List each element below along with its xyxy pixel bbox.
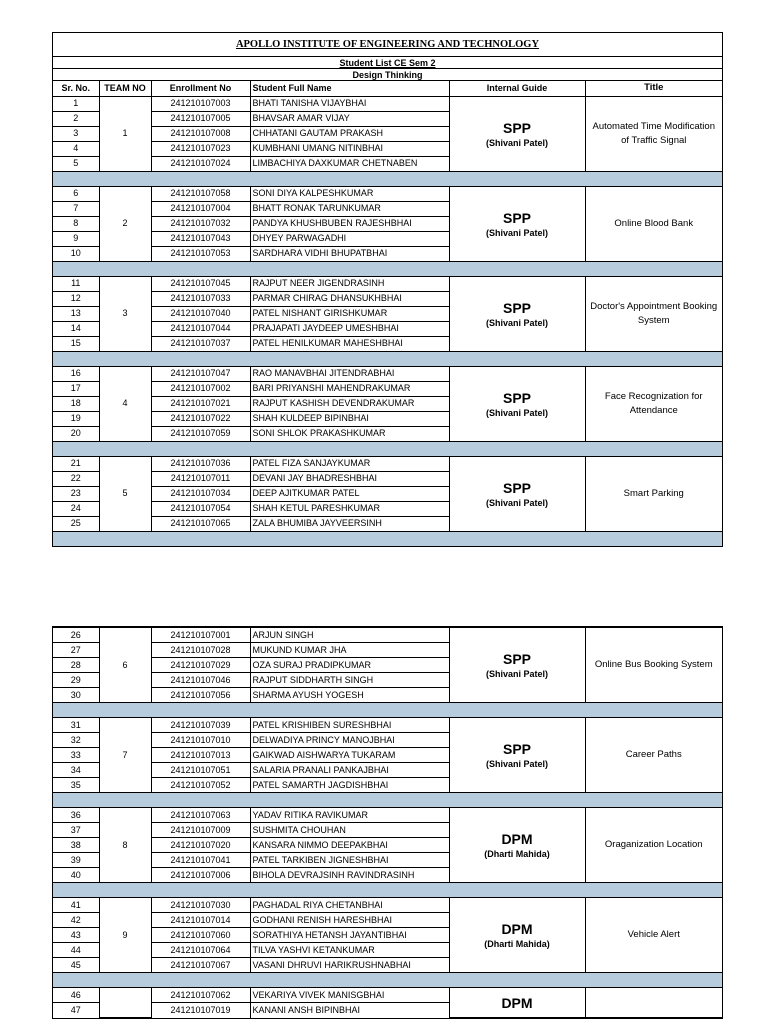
student-name-cell: PATEL SAMARTH JAGDISHBHAI (250, 778, 449, 793)
student-name-cell: DEEP AJITKUMAR PATEL (250, 486, 449, 501)
enrollment-cell: 241210107024 (151, 156, 250, 171)
sr-no-cell: 1 (53, 96, 99, 111)
team-no-cell: 4 (99, 366, 151, 441)
sr-no-cell: 31 (53, 718, 99, 733)
sr-no-cell: 3 (53, 126, 99, 141)
team-no-cell: 9 (99, 898, 151, 973)
team-separator-row (53, 973, 722, 988)
table-row (53, 276, 722, 291)
enrollment-cell: 241210107004 (151, 201, 250, 216)
student-name-cell: SHARMA AYUSH YOGESH (250, 688, 449, 703)
enrollment-cell: 241210107019 (151, 1003, 250, 1018)
enrollment-cell: 241210107030 (151, 898, 250, 913)
enrollment-cell: 241210107013 (151, 748, 250, 763)
enrollment-cell: 241210107045 (151, 276, 250, 291)
sr-no-cell: 35 (53, 778, 99, 793)
student-name-cell: SUSHMITA CHOUHAN (250, 823, 449, 838)
student-table-1 (53, 81, 722, 546)
sr-no-cell: 42 (53, 913, 99, 928)
student-name-cell: SARDHARA VIDHI BHUPATBHAI (250, 246, 449, 261)
team-no-cell: 5 (99, 456, 151, 531)
student-name-cell: TILVA YASHVI KETANKUMAR (250, 943, 449, 958)
separator-cell (53, 441, 722, 456)
separator-cell (53, 973, 722, 988)
sr-no-cell: 26 (53, 628, 99, 643)
enrollment-cell: 241210107054 (151, 501, 250, 516)
student-name-cell: DHYEY PARWAGADHI (250, 231, 449, 246)
internal-guide-cell (449, 366, 585, 441)
project-title-cell: Automated Time Modification of Traffic Signal (585, 96, 722, 171)
separator-cell (53, 261, 722, 276)
enrollment-cell: 241210107003 (151, 96, 250, 111)
enrollment-cell: 241210107044 (151, 321, 250, 336)
student-name-cell: LIMBACHIYA DAXKUMAR CHETNABEN (250, 156, 449, 171)
team-separator-row (53, 171, 722, 186)
internal-guide-cell (449, 456, 585, 531)
separator-cell (53, 171, 722, 186)
student-name-cell: SHAH KULDEEP BIPINBHAI (250, 411, 449, 426)
separator-cell (53, 351, 722, 366)
student-name-cell: DELWADIYA PRINCY MANOJBHAI (250, 733, 449, 748)
guide-code: SPP (502, 389, 531, 406)
student-name-cell: SHAH KETUL PARESHKUMAR (250, 501, 449, 516)
sr-no-cell: 29 (53, 673, 99, 688)
enrollment-cell: 241210107056 (151, 688, 250, 703)
sr-no-cell: 40 (53, 868, 99, 883)
guide-code: SPP (502, 119, 531, 136)
student-name-cell: BARI PRIYANSHI MAHENDRAKUMAR (250, 381, 449, 396)
institute-title: APOLLO INSTITUTE OF ENGINEERING AND TECHNOLOGY (53, 33, 722, 57)
enrollment-cell: 241210107040 (151, 306, 250, 321)
project-title-cell: Smart Parking (585, 456, 722, 531)
sr-no-cell: 9 (53, 231, 99, 246)
enrollment-cell: 241210107047 (151, 366, 250, 381)
sr-no-cell: 24 (53, 501, 99, 516)
internal-guide-cell (449, 898, 585, 973)
enrollment-cell: 241210107063 (151, 808, 250, 823)
enrollment-cell: 241210107029 (151, 658, 250, 673)
enrollment-cell: 241210107006 (151, 868, 250, 883)
team-separator-row (53, 531, 722, 546)
enrollment-cell: 241210107043 (151, 231, 250, 246)
student-name-cell: KANSARA NIMMO DEEPAKBHAI (250, 838, 449, 853)
enrollment-cell: 241210107010 (151, 733, 250, 748)
student-name-cell: PARMAR CHIRAG DHANSUKHBHAI (250, 291, 449, 306)
col-sr-no: Sr. No. (53, 81, 99, 96)
team-separator-row (53, 261, 722, 276)
sr-no-cell: 22 (53, 471, 99, 486)
enrollment-cell: 241210107041 (151, 853, 250, 868)
guide-name: (Shivani Patel) (485, 137, 548, 148)
table-body-2 (53, 628, 722, 1018)
student-name-cell: PATEL HENILKUMAR MAHESHBHAI (250, 336, 449, 351)
student-name-cell: BHATI TANISHA VIJAYBHAI (250, 96, 449, 111)
guide-name: (Shivani Patel) (485, 407, 548, 418)
sr-no-cell: 2 (53, 111, 99, 126)
sr-no-cell: 7 (53, 201, 99, 216)
sr-no-cell: 46 (53, 988, 99, 1003)
sr-no-cell: 25 (53, 516, 99, 531)
sr-no-cell: 11 (53, 276, 99, 291)
team-no-cell: 6 (99, 628, 151, 703)
student-name-cell: PRAJAPATI JAYDEEP UMESHBHAI (250, 321, 449, 336)
student-name-cell: RAJPUT SIDDHARTH SINGH (250, 673, 449, 688)
student-name-cell: VEKARIYA VIVEK MANISGBHAI (250, 988, 449, 1003)
student-name-cell: RAJPUT NEER JIGENDRASINH (250, 276, 449, 291)
sr-no-cell: 34 (53, 763, 99, 778)
enrollment-cell: 241210107002 (151, 381, 250, 396)
student-name-cell: OZA SURAJ PRADIPKUMAR (250, 658, 449, 673)
col-enrollment: Enrollment No (151, 81, 250, 96)
enrollment-cell: 241210107058 (151, 186, 250, 201)
internal-guide-cell (449, 808, 585, 883)
sr-no-cell: 47 (53, 1003, 99, 1018)
sr-no-cell: 21 (53, 456, 99, 471)
guide-code: SPP (502, 209, 531, 226)
team-separator-row (53, 793, 722, 808)
enrollment-cell: 241210107053 (151, 246, 250, 261)
guide-code: SPP (502, 299, 531, 316)
project-title-cell: Career Paths (585, 718, 722, 793)
team-no-cell: 1 (99, 96, 151, 171)
internal-guide-cell (449, 276, 585, 351)
sr-no-cell: 45 (53, 958, 99, 973)
guide-name: (Shivani Patel) (485, 497, 548, 508)
student-name-cell: GAIKWAD AISHWARYA TUKARAM (250, 748, 449, 763)
table-body-1 (53, 96, 722, 546)
enrollment-cell: 241210107022 (151, 411, 250, 426)
student-name-cell: PATEL NISHANT GIRISHKUMAR (250, 306, 449, 321)
enrollment-cell: 241210107036 (151, 456, 250, 471)
sr-no-cell: 41 (53, 898, 99, 913)
enrollment-cell: 241210107023 (151, 141, 250, 156)
sr-no-cell: 6 (53, 186, 99, 201)
sr-no-cell: 38 (53, 838, 99, 853)
enrollment-cell: 241210107037 (151, 336, 250, 351)
project-title-cell: Oraganization Location (585, 808, 722, 883)
enrollment-cell: 241210107059 (151, 426, 250, 441)
sr-no-cell: 37 (53, 823, 99, 838)
project-title-cell: Online Blood Bank (585, 186, 722, 261)
student-name-cell: VASANI DHRUVI HARIKRUSHNABHAI (250, 958, 449, 973)
sr-no-cell: 39 (53, 853, 99, 868)
guide-code: DPM (501, 831, 533, 847)
enrollment-cell: 241210107064 (151, 943, 250, 958)
enrollment-cell: 241210107020 (151, 838, 250, 853)
student-name-cell: SORATHIYA HETANSH JAYANTIBHAI (250, 928, 449, 943)
table-row (53, 808, 722, 823)
enrollment-cell: 241210107065 (151, 516, 250, 531)
project-title-cell (585, 988, 722, 1018)
guide-name: (Dharti Mahida) (484, 849, 550, 859)
col-team-no: TEAM NO (99, 81, 151, 96)
guide-code: SPP (502, 741, 531, 757)
student-name-cell: SONI DIYA KALPESHKUMAR (250, 186, 449, 201)
enrollment-cell: 241210107032 (151, 216, 250, 231)
enrollment-cell: 241210107067 (151, 958, 250, 973)
sr-no-cell: 33 (53, 748, 99, 763)
project-title-cell: Doctor's Appointment Booking System (585, 276, 722, 351)
team-no-cell: 3 (99, 276, 151, 351)
student-name-cell: KUMBHANI UMANG NITINBHAI (250, 141, 449, 156)
team-separator-row (53, 351, 722, 366)
sr-no-cell: 20 (53, 426, 99, 441)
table-row (53, 628, 722, 643)
sr-no-cell: 8 (53, 216, 99, 231)
sr-no-cell: 36 (53, 808, 99, 823)
team-no-cell: 8 (99, 808, 151, 883)
enrollment-cell: 241210107001 (151, 628, 250, 643)
sr-no-cell: 10 (53, 246, 99, 261)
table-row (53, 988, 722, 1003)
enrollment-cell: 241210107062 (151, 988, 250, 1003)
student-name-cell: ZALA BHUMIBA JAYVEERSINH (250, 516, 449, 531)
guide-name: (Shivani Patel) (485, 669, 548, 679)
table-block-2 (52, 626, 723, 1019)
student-name-cell: RAO MANAVBHAI JITENDRABHAI (250, 366, 449, 381)
enrollment-cell: 241210107008 (151, 126, 250, 141)
sr-no-cell: 12 (53, 291, 99, 306)
sr-no-cell: 13 (53, 306, 99, 321)
enrollment-cell: 241210107011 (151, 471, 250, 486)
guide-name: (Shivani Patel) (485, 227, 548, 238)
guide-code: DPM (501, 994, 533, 1011)
sr-no-cell: 18 (53, 396, 99, 411)
subject-title: Design Thinking (53, 69, 722, 81)
team-separator-row (53, 883, 722, 898)
enrollment-cell: 241210107060 (151, 928, 250, 943)
sr-no-cell: 14 (53, 321, 99, 336)
table-block-1 (52, 32, 723, 547)
table-row (53, 186, 722, 201)
table-row (53, 96, 722, 111)
student-name-cell: MUKUND KUMAR JHA (250, 643, 449, 658)
table-row (53, 898, 722, 913)
sr-no-cell: 27 (53, 643, 99, 658)
enrollment-cell: 241210107014 (151, 913, 250, 928)
student-name-cell: BHATT RONAK TARUNKUMAR (250, 201, 449, 216)
internal-guide-cell (449, 628, 585, 703)
sr-no-cell: 23 (53, 486, 99, 501)
enrollment-cell: 241210107028 (151, 643, 250, 658)
internal-guide-cell (449, 718, 585, 793)
sr-no-cell: 43 (53, 928, 99, 943)
student-name-cell: GODHANI RENISH HARESHBHAI (250, 913, 449, 928)
student-table-2 (53, 627, 722, 1018)
table-row (53, 366, 722, 381)
student-name-cell: SALARIA PRANALI PANKAJBHAI (250, 763, 449, 778)
sr-no-cell: 28 (53, 658, 99, 673)
sr-no-cell: 17 (53, 381, 99, 396)
team-no-cell (99, 988, 151, 1018)
student-name-cell: PATEL FIZA SANJAYKUMAR (250, 456, 449, 471)
separator-cell (53, 883, 722, 898)
student-name-cell: RAJPUT KASHISH DEVENDRAKUMAR (250, 396, 449, 411)
sr-no-cell: 15 (53, 336, 99, 351)
sr-no-cell: 19 (53, 411, 99, 426)
sr-no-cell: 32 (53, 733, 99, 748)
student-name-cell: PATEL TARKIBEN JIGNESHBHAI (250, 853, 449, 868)
separator-cell (53, 793, 722, 808)
sr-no-cell: 5 (53, 156, 99, 171)
enrollment-cell: 241210107051 (151, 763, 250, 778)
col-internal-guide: Internal Guide (449, 81, 585, 96)
guide-code: SPP (502, 651, 531, 667)
enrollment-cell: 241210107009 (151, 823, 250, 838)
team-no-cell: 7 (99, 718, 151, 793)
student-name-cell: SONI SHLOK PRAKASHKUMAR (250, 426, 449, 441)
table-row (53, 456, 722, 471)
guide-code: SPP (502, 479, 531, 496)
enrollment-cell: 241210107021 (151, 396, 250, 411)
project-title-cell: Online Bus Booking System (585, 628, 722, 703)
enrollment-cell: 241210107046 (151, 673, 250, 688)
student-name-cell: DEVANI JAY BHADRESHBHAI (250, 471, 449, 486)
guide-code: DPM (501, 921, 533, 937)
separator-cell (53, 531, 722, 546)
internal-guide-cell (449, 988, 585, 1018)
student-name-cell: ARJUN SINGH (250, 628, 449, 643)
col-title: Title (585, 81, 722, 96)
sr-no-cell: 16 (53, 366, 99, 381)
separator-cell (53, 703, 722, 718)
team-separator-row (53, 441, 722, 456)
student-name-cell: KANANI ANSH BIPINBHAI (250, 1003, 449, 1018)
column-header-row (53, 81, 722, 96)
project-title-cell: Vehicle Alert (585, 898, 722, 973)
student-name-cell: PATEL KRISHIBEN SURESHBHAI (250, 718, 449, 733)
student-name-cell: PAGHADAL RIYA CHETANBHAI (250, 898, 449, 913)
enrollment-cell: 241210107005 (151, 111, 250, 126)
student-name-cell: BIHOLA DEVRAJSINH RAVINDRASINH (250, 868, 449, 883)
project-title-cell: Face Recognization for Attendance (585, 366, 722, 441)
col-student-name: Student Full Name (250, 81, 449, 96)
list-title: Student List CE Sem 2 (53, 57, 722, 69)
table-row (53, 718, 722, 733)
internal-guide-cell (449, 186, 585, 261)
student-name-cell: YADAV RITIKA RAVIKUMAR (250, 808, 449, 823)
sr-no-cell: 30 (53, 688, 99, 703)
student-name-cell: PANDYA KHUSHBUBEN RAJESHBHAI (250, 216, 449, 231)
enrollment-cell: 241210107039 (151, 718, 250, 733)
team-separator-row (53, 703, 722, 718)
sr-no-cell: 44 (53, 943, 99, 958)
student-name-cell: BHAVSAR AMAR VIJAY (250, 111, 449, 126)
sr-no-cell: 4 (53, 141, 99, 156)
team-no-cell: 2 (99, 186, 151, 261)
internal-guide-cell (449, 96, 585, 171)
guide-name: (Shivani Patel) (485, 317, 548, 328)
guide-name: (Dharti Mahida) (484, 939, 550, 949)
student-name-cell: CHHATANI GAUTAM PRAKASH (250, 126, 449, 141)
enrollment-cell: 241210107034 (151, 486, 250, 501)
enrollment-cell: 241210107052 (151, 778, 250, 793)
guide-name: (Shivani Patel) (485, 759, 548, 769)
enrollment-cell: 241210107033 (151, 291, 250, 306)
